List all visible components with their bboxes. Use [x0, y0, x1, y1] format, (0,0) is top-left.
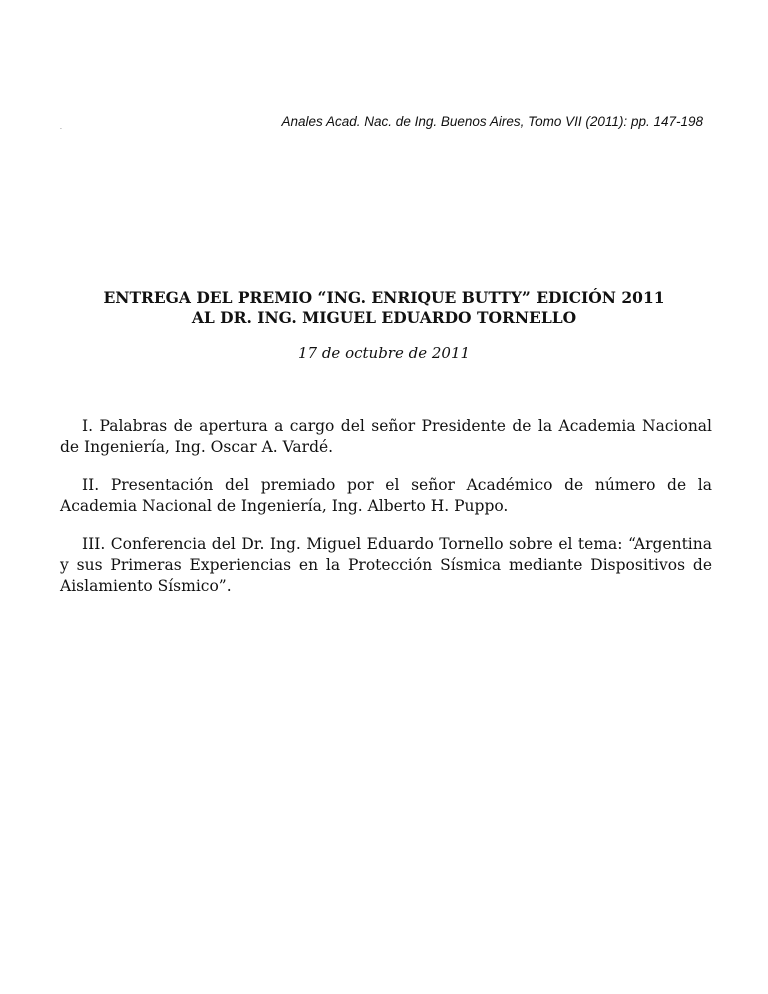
paragraph: II. Presentación del premiado por el señor Académico de número de la Academia Nacional de Ingeniería, Ing. Alberto H. Puppo. — [60, 476, 712, 515]
title-line-2: AL DR. ING. MIGUEL EDUARDO TORNELLO — [191, 308, 577, 327]
marker: . — [60, 124, 62, 131]
title-line-1: ENTREGA DEL PREMIO “ING. ENRIQUE BUTTY” EDICIÓN 2011 — [103, 288, 665, 307]
document-date: 17 de octubre de 2011 — [297, 344, 471, 362]
paragraph: III. Conferencia del Dr. Ing. Miguel Eduardo Tornello sobre el tema: “Argentina y sus Primeras Experiencias en la Protección Sísmica mediante Dispositivos de Aislamiento Sísmico”. — [60, 535, 712, 595]
document-title — [0, 288, 768, 328]
journal-header: Anales Acad. Nac. de Ing. Buenos Aires, Tomo VII (2011): pp. 147-198 — [281, 114, 703, 129]
paragraph: I. Palabras de apertura a cargo del señor Presidente de la Academia Nacional de Ingeniería, Ing. Oscar A. Vardé. — [60, 417, 712, 456]
body-text — [60, 416, 712, 614]
